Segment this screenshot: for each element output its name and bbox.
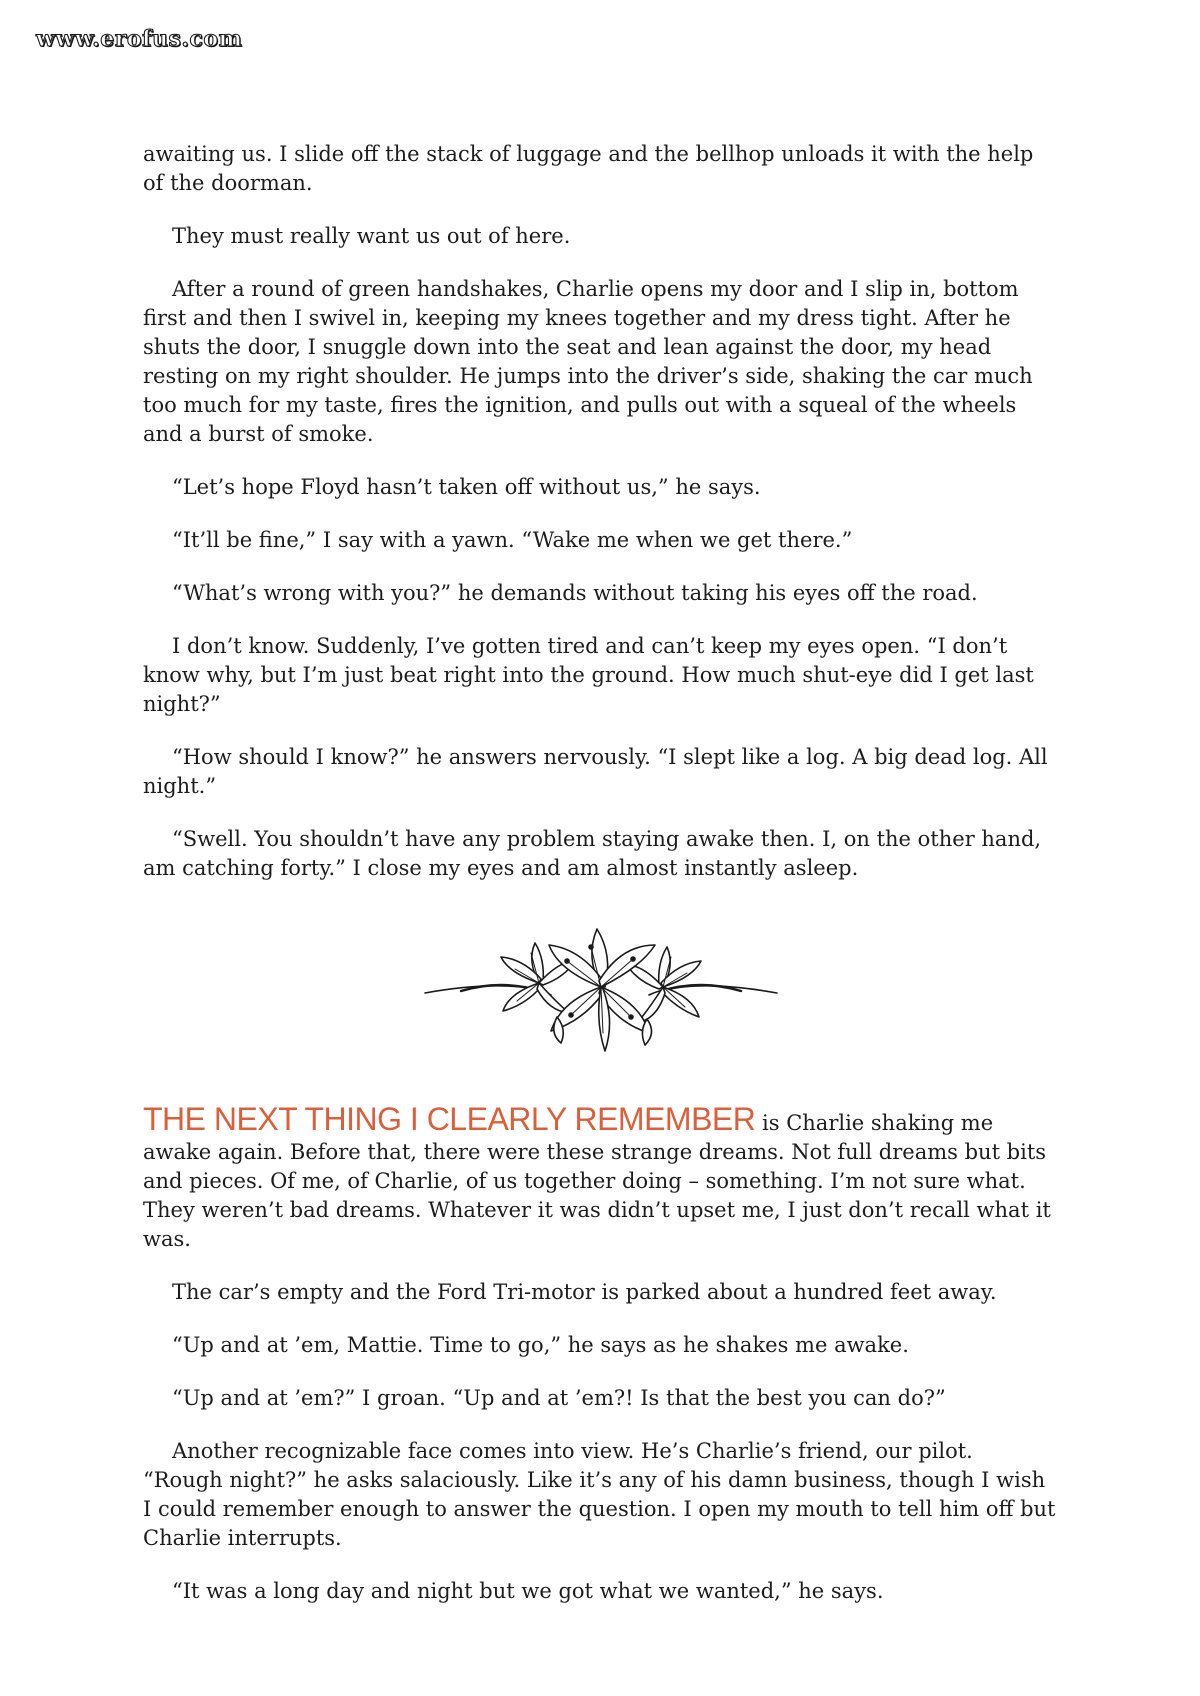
paragraph-6: “What’s wrong with you?” he demands without taking his eyes off the road.: [172, 581, 978, 605]
paragraph-5: “It’ll be fine,” I say with a yawn. “Wake me when we get there.”: [172, 528, 853, 552]
lead-rest: is Charlie shaking me awake again. Before that, there were these strange dreams. Not full dreams but bits and pieces. Of me, of Charlie, of us together doing – something. I’m not sure what. They weren’t bad dreams. Whatever it was didn’t upset me, I just don’t recall what it was.: [143, 1111, 1051, 1251]
paragraph-15: “It was a long day and night but we got what we wanted,” he says.: [172, 1579, 884, 1603]
paragraph-11: The car’s empty and the Ford Tri-motor is parked about a hundred feet away.: [172, 1280, 997, 1304]
paragraph-9: “Swell. You shouldn’t have any problem staying awake then. I, on the other hand, am catching forty.” I close my eyes and am almost instantly asleep.: [143, 827, 1042, 880]
paragraph-2: They must really want us out of here.: [172, 224, 571, 248]
lead-caps: THE NEXT THING I CLEARLY REMEMBER: [143, 1101, 756, 1137]
paragraph-12: “Up and at ’em, Mattie. Time to go,” he says as he shakes me awake.: [172, 1333, 909, 1357]
paragraph-3: After a round of green handshakes, Charlie opens my door and I slip in, bottom first and then I swivel in, keeping my knees together and my dress tight. After he shuts the door, I snuggle down into the seat and lean against the door, my head resting on my right shoulder. He jumps into the driver’s side, shaking the car much too much for my taste, fires the ignition, and pulls out with a squeal of the wheels and a burst of smoke.: [143, 277, 1033, 446]
paragraph-7: I don’t know. Suddenly, I’ve gotten tired and can’t keep my eyes open. “I don’t know why, but I’m just beat right into the ground. How much shut-eye did I get last night?”: [143, 634, 1034, 716]
paragraph-1: awaiting us. I slide off the stack of luggage and the bellhop unloads it with the help of the doorman.: [143, 142, 1034, 195]
site-watermark: www.erofus.com: [36, 26, 243, 52]
book-page: [143, 140, 1059, 1630]
paragraph-13: “Up and at ’em?” I groan. “Up and at ’em?! Is that the best you can do?”: [172, 1386, 946, 1410]
section-lead-paragraph: [143, 1101, 1059, 1254]
paragraph-8: “How should I know?” he answers nervously. “I slept like a log. A big dead log. All night.”: [143, 745, 1048, 798]
lily-flower-divider-icon: [421, 921, 781, 1071]
paragraph-14: Another recognizable face comes into view. He’s Charlie’s friend, our pilot. “Rough night?” he asks salaciously. Like it’s any of his damn business, though I wish I could remember enough to answer the question. I open my mouth to tell him off but Charlie interrupts.: [143, 1439, 1056, 1550]
paragraph-4: “Let’s hope Floyd hasn’t taken off without us,” he says.: [172, 475, 761, 499]
